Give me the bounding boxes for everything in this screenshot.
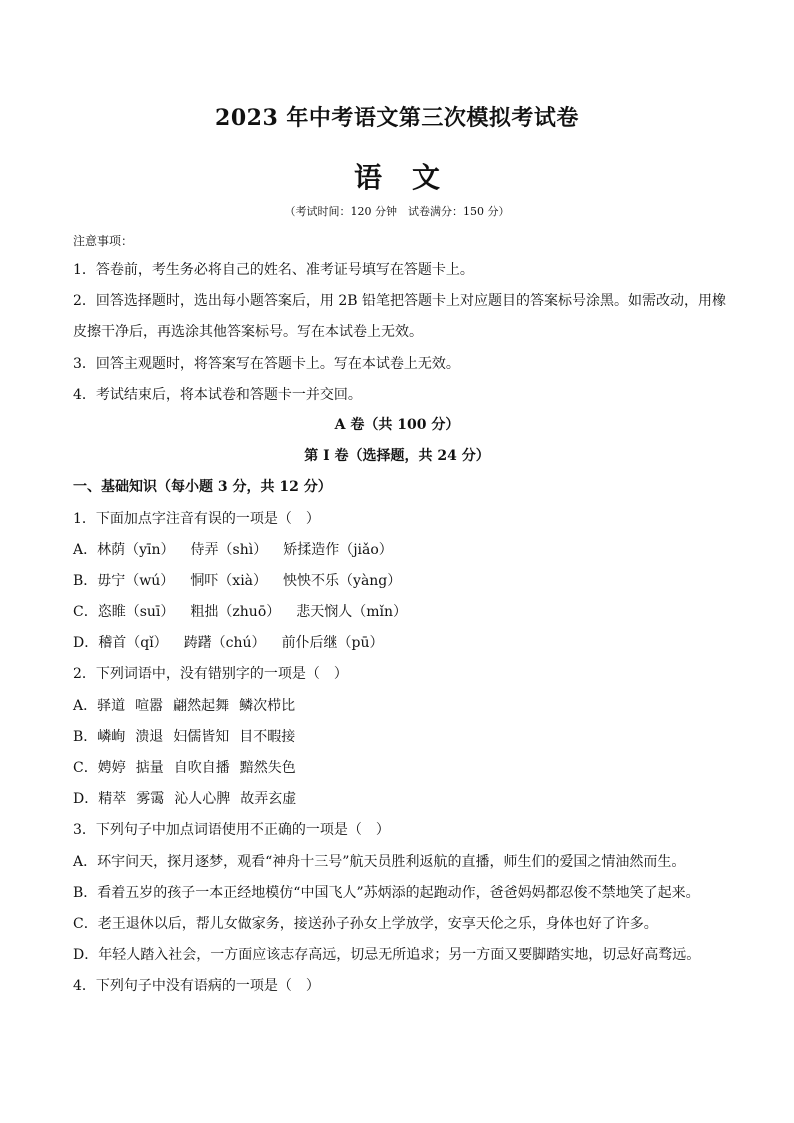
option-item: 溃退 — [135, 729, 164, 745]
option-item: 翩然起舞 — [173, 698, 230, 714]
option-item: 自吹自播 — [173, 760, 230, 776]
option-text: 环宇问天，探月逐梦，观看“神舟十三号”航天员胜利返航的直播，师生们的爱国之情油然而生。 — [97, 854, 686, 870]
option-item: 娉婷 — [97, 760, 126, 776]
option-1c — [73, 603, 407, 621]
option-label: C． — [73, 916, 98, 932]
option-item: 前仆后继（pū） — [281, 635, 384, 651]
option-item: 目不暇接 — [239, 729, 296, 745]
section-heading: 一、基础知识（每小题 3 分，共 12 分） — [73, 479, 332, 495]
option-item: 精萃 — [98, 791, 127, 807]
volume-a-heading: A 卷（共 100 分） — [334, 417, 460, 433]
option-item: 粗拙（zhuō） — [190, 604, 281, 620]
subject-title: 语文 — [353, 161, 470, 194]
note-item: 1．答卷前，考生务必将自己的姓名、准考证号填写在答题卡上。 — [73, 262, 474, 278]
option-1d — [73, 634, 384, 652]
question-stem: 2．下列词语中，没有错别字的一项是（ ） — [73, 666, 348, 682]
note-item: 4．考试结束后，将本试卷和答题卡一并交回。 — [73, 387, 362, 403]
option-label: B． — [73, 573, 98, 589]
option-label: B． — [73, 729, 98, 745]
option-item: 林荫（yīn） — [97, 542, 175, 558]
option-item: 沁人心脾 — [174, 791, 231, 807]
option-text: 看着五岁的孩子一本正经地模仿“中国飞人”苏炳添的起跑动作，爸爸妈妈都忍俊不禁地笑了起来。 — [97, 885, 700, 901]
option-label: B． — [73, 885, 98, 901]
exam-title: 2023 年中考语文第三次模拟考试卷 — [215, 105, 579, 131]
option-2b — [73, 728, 295, 746]
option-text: 年轻人踏入社会，一方面应该志存高远，切忌无所追求；另一方面又要脚踏实地，切忌好高骛远。 — [98, 947, 701, 963]
option-item: 怏怏不乐（yàng） — [283, 573, 402, 589]
option-item: 悲天悯人（mǐn） — [296, 604, 408, 620]
option-2a — [73, 697, 295, 715]
note-item: 2．回答选择题时，选出每小题答案后，用 2B 铅笔把答题卡上对应题目的答案标号涂黑。如需改动，用橡 — [73, 293, 727, 309]
option-1a — [73, 541, 393, 559]
notes-heading: 注意事项： — [73, 234, 134, 248]
option-label: D． — [73, 947, 99, 963]
option-label: A． — [73, 698, 98, 714]
option-label: A． — [73, 854, 98, 870]
option-label: C． — [73, 604, 98, 620]
option-3c — [73, 915, 658, 933]
question-stem: 3．下列句子中加点词语使用不正确的一项是（ ） — [73, 822, 390, 838]
option-item: 毋宁（wú） — [97, 573, 175, 589]
option-item: 驿道 — [97, 698, 126, 714]
option-3d — [73, 946, 700, 964]
option-item: 故弄玄虚 — [240, 791, 297, 807]
note-item: 皮擦干净后，再选涂其他答案标号。写在本试卷上无效。 — [73, 324, 423, 340]
option-item: 掂量 — [135, 760, 164, 776]
option-2d — [73, 790, 296, 808]
option-item: 嶙峋 — [97, 729, 126, 745]
option-1b — [73, 572, 401, 590]
option-item: 喧嚣 — [135, 698, 164, 714]
option-item: 黯然失色 — [239, 760, 296, 776]
option-item: 妇儒皆知 — [173, 729, 230, 745]
option-item: 踌躇（chú） — [183, 635, 266, 651]
note-item: 3．回答主观题时，将答案写在答题卡上。写在本试卷上无效。 — [73, 356, 460, 372]
option-3a — [73, 853, 685, 871]
question-stem: 4．下列句子中没有语病的一项是（ ） — [73, 978, 320, 994]
option-item: 鳞次栉比 — [239, 698, 296, 714]
option-2c — [73, 759, 296, 777]
option-item: 恫吓（xià） — [190, 573, 268, 589]
option-item: 恣睢（suī） — [97, 604, 175, 620]
option-label: C． — [73, 760, 98, 776]
option-label: A． — [73, 542, 98, 558]
option-item: 雾霭 — [136, 791, 165, 807]
option-3b — [73, 884, 700, 902]
part-one-heading: 第 I 卷（选择题，共 24 分） — [304, 448, 490, 464]
option-label: D． — [73, 791, 99, 807]
question-stem: 1．下面加点字注音有误的一项是（ ） — [73, 511, 320, 527]
option-item: 稽首（qǐ） — [98, 635, 168, 651]
option-item: 侍弄（shì） — [190, 542, 268, 558]
option-label: D． — [73, 635, 99, 651]
option-text: 老王退休以后，帮儿女做家务，接送孙子孙女上学放学，安享天伦之乐，身体也好了许多。 — [97, 916, 658, 932]
exam-info: （考试时间：120 分钟 试卷满分：150 分） — [284, 205, 510, 218]
option-item: 矫揉造作（jiǎo） — [283, 542, 393, 558]
